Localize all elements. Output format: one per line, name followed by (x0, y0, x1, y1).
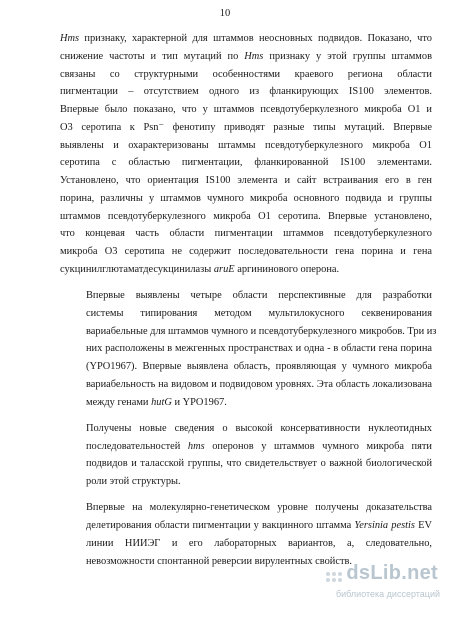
document-body (60, 30, 437, 570)
watermark-logo-icon (326, 572, 342, 588)
text-line: что концевая часть области пигментации штаммов псевдотуберкулезного (60, 228, 432, 240)
text-line: серотипа с областью пигментации, фланкированной IS100 элементами. (60, 157, 432, 169)
text-line: роли этой структуры. (86, 476, 181, 487)
text-line: микроба О3 серотипа не содержит последовательности гена порина и гена (60, 246, 432, 257)
page-number: 10 (219, 8, 231, 19)
watermark-logo: dsLib.net (346, 562, 438, 584)
text-line: Hms признаку, характерной для штаммов неосновных подвидов. Показано, что (60, 33, 432, 44)
text-line: снижение частоты и тип мутаций по Hms признаку у этой группы штаммов (60, 50, 432, 62)
text-line: Установлено, что ориентация IS100 элемента и сайт встраивания его в ген (60, 175, 432, 186)
paragraph-1 (60, 30, 432, 279)
text-line: связаны со структурными особенностями краевого региона области (60, 68, 432, 80)
text-line: Впервые на молекулярно-генетическом уровне получены доказательства (86, 502, 432, 514)
text-line: О3 серотипа к Psn⁻ фенотипу приводят разные типы мутаций. Впервые (60, 121, 432, 133)
text-line: порина, различны у штаммов чумного микроба основного подвида и группы (60, 192, 432, 204)
text-line: невозможности спонтанной реверсии вирулентных свойств. (86, 555, 353, 567)
paragraph-3 (60, 420, 432, 491)
text-line: Впервые выявлены четыре области перспективные для разработки (86, 290, 432, 301)
text-line: системы типирования методом мультилокусного секвенирования (86, 307, 432, 319)
text-line: между генами hutG и YPO1967. (86, 396, 227, 408)
watermark-subtitle: библиотека диссертаций (335, 589, 440, 599)
text-line: последовательностей hms оперонов у штаммов чумного микроба пяти (86, 440, 432, 452)
text-line: линии НИИЭГ и его лабораторных вариантов, а, следовательно, (86, 537, 432, 549)
text-line: вариабельные для штаммов чумного и псевдотуберкулезного микробов. Три из (86, 325, 437, 337)
text-line: делетирования области пигментации у вакцинного штамма Yersinia pestis EV (86, 520, 432, 531)
text-line: подвидов и таласской группы, что свидетельствует о важной биологической (86, 458, 432, 470)
text-line: пигментации – отсутствием одного из фланкирующих IS100 элементов. (60, 86, 432, 98)
paragraph-4 (60, 499, 432, 570)
text-line: вариабельность на видовом и подвидовом уровнях. Эта область локализована (86, 378, 432, 390)
text-line: них расположены в межгенных пространствах и одна - в области гена порина (86, 343, 432, 355)
text-line: (YPO1967). Впервые выявлена область, проявляющая у чумного микроба (86, 361, 432, 372)
text-line: Получены новые сведения о высокой консервативности нуклеотидных (86, 422, 432, 434)
text-line: сукцинилглютаматдесукцинилазы aruE аргининового оперона. (60, 263, 340, 275)
text-line: Впервые было показано, что у штаммов псевдотуберкулезного микроба О1 и (60, 104, 432, 115)
text-line: выявлены и охарактеризованы штаммы псевдотуберкулезного микроба О1 (60, 139, 432, 151)
text-line: штаммов псевдотуберкулезного микроба О1 серотипа. Впервые установлено, (60, 210, 432, 222)
paragraph-2 (60, 287, 437, 411)
watermark (302, 562, 442, 610)
